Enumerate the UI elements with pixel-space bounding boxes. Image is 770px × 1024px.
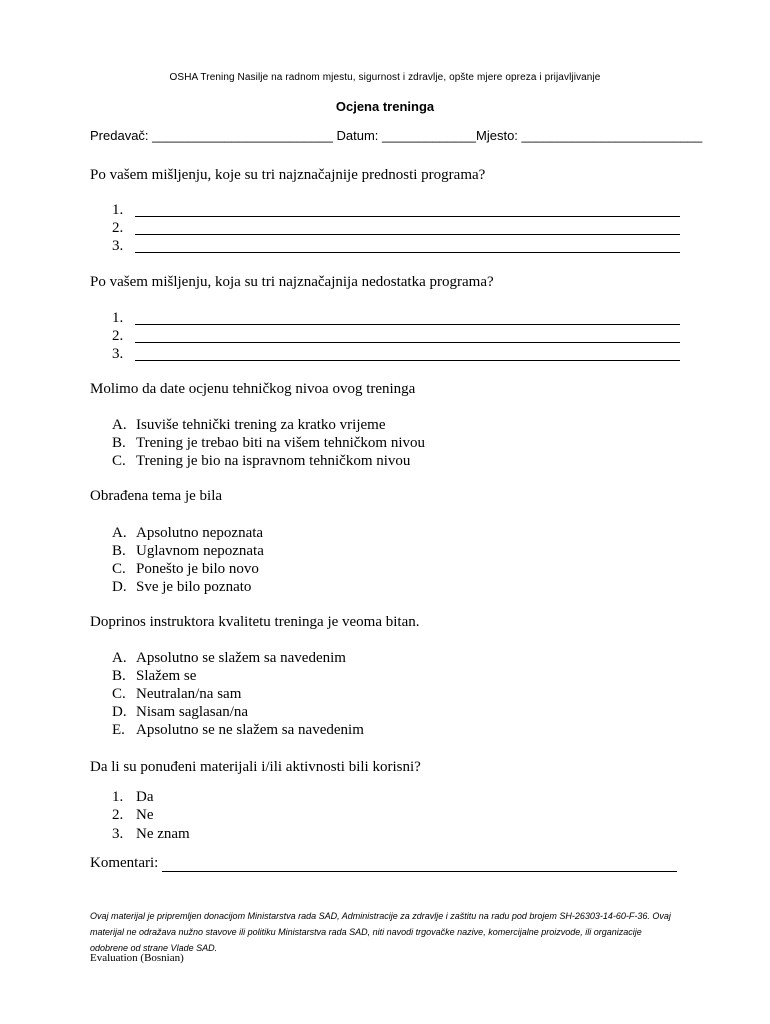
answer-line[interactable] bbox=[135, 216, 680, 217]
answer-line[interactable] bbox=[135, 360, 680, 361]
answer-line[interactable] bbox=[135, 342, 680, 343]
question-6: Da li su ponuđeni materijali i/ili aktivnosti bili korisni? bbox=[90, 759, 421, 775]
answer-line[interactable] bbox=[135, 324, 680, 325]
answer-marker: 2. bbox=[112, 328, 124, 344]
option-item[interactable]: C. Trening je bio na ispravnom tehničkom nivou bbox=[112, 453, 411, 469]
answer-marker: 1. bbox=[112, 202, 124, 218]
comments-line[interactable] bbox=[162, 871, 677, 872]
answer-marker: 3. bbox=[112, 346, 124, 362]
document-header: OSHA Trening Nasilje na radnom mjestu, sigurnost i zdravlje, opšte mjere opreza i prijavljivanje bbox=[169, 72, 601, 83]
option-item[interactable]: E. Apsolutno se ne slažem sa navedenim bbox=[112, 722, 364, 738]
option-item[interactable]: C. Ponešto je bilo novo bbox=[112, 561, 259, 577]
option-item[interactable]: 2. Ne bbox=[112, 807, 154, 823]
page-title: Ocjena treninga bbox=[335, 99, 435, 114]
option-item[interactable]: A. Isuviše tehnički trening za kratko vrijeme bbox=[112, 417, 386, 433]
question-5: Doprinos instruktora kvalitetu treninga je veoma bitan. bbox=[90, 614, 420, 630]
answer-line[interactable] bbox=[135, 234, 680, 235]
option-item[interactable]: B. Trening je trebao biti na višem tehničkom nivou bbox=[112, 435, 425, 451]
option-item[interactable]: B. Slažem se bbox=[112, 668, 197, 684]
option-item[interactable]: A. Apsolutno se slažem sa navedenim bbox=[112, 650, 346, 666]
footer-label: Evaluation (Bosnian) bbox=[90, 952, 184, 964]
comments-label: Komentari: bbox=[90, 855, 159, 871]
option-item[interactable]: B. Uglavnom nepoznata bbox=[112, 543, 264, 559]
question-2: Po vašem mišljenju, koja su tri najznačajnija nedostatka programa? bbox=[90, 274, 494, 290]
question-1: Po vašem mišljenju, koje su tri najznačajnije prednosti programa? bbox=[90, 167, 486, 183]
answer-line[interactable] bbox=[135, 252, 680, 253]
footer-disclaimer: Ovaj materijal je pripremljen donacijom Ministarstva rada SAD, Administracije za zdravlje i zaštitu na radu pod brojem SH-26303-14-60-F-36. Ovaj materijal ne odražava nužno stavove ili politiku Ministarstva rada SAD, niti navodi trgovačke nazive, komercijalne proizvode, ili organizacije odobrene od strane Vlade SAD. bbox=[90, 911, 671, 953]
answer-marker: 3. bbox=[112, 238, 124, 254]
option-item[interactable]: C. Neutralan/na sam bbox=[112, 686, 242, 702]
answer-marker: 2. bbox=[112, 220, 124, 236]
option-item[interactable]: D. Nisam saglasan/na bbox=[112, 704, 249, 720]
option-item[interactable]: 3. Ne znam bbox=[112, 826, 190, 842]
option-item[interactable]: A. Apsolutno nepoznata bbox=[112, 525, 264, 541]
trainer-date-location-line: Predavač: _________________________ Datum: _____________Mjesto: _________________________ bbox=[90, 128, 703, 143]
question-3: Molimo da date ocjenu tehničkog nivoa ovog treninga bbox=[90, 381, 416, 397]
question-4: Obrađena tema je bila bbox=[90, 488, 223, 504]
option-item[interactable]: D. Sve je bilo poznato bbox=[112, 579, 252, 595]
option-item[interactable]: 1. Da bbox=[112, 789, 154, 805]
answer-marker: 1. bbox=[112, 310, 124, 326]
